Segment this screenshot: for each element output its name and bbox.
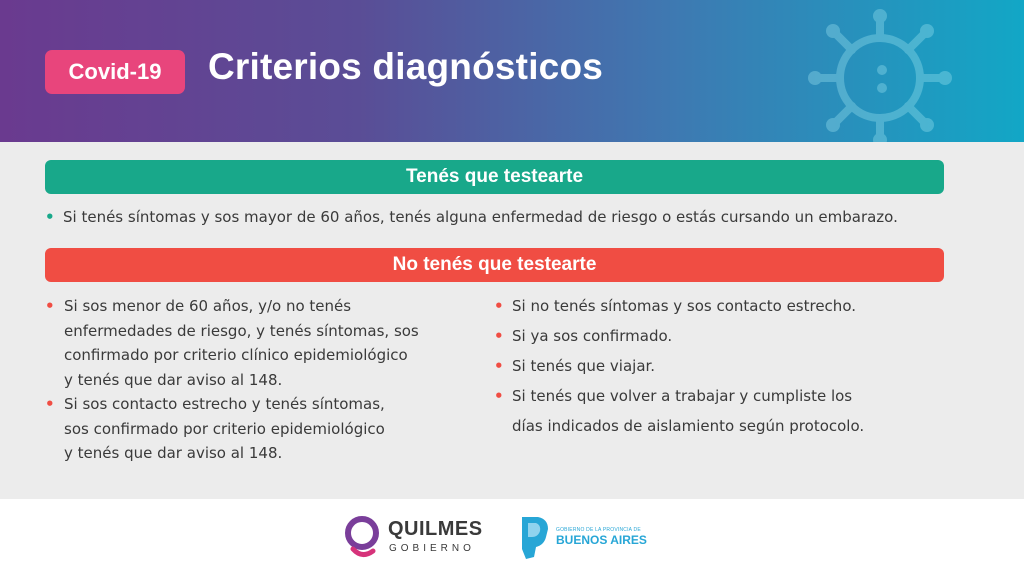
no-test-right-item-4-line-2: días indicados de aislamiento según protocolo. bbox=[512, 417, 865, 435]
footer bbox=[0, 499, 1024, 579]
header-banner bbox=[0, 0, 1024, 142]
buenos-aires-small-text: GOBIERNO DE LA PROVINCIA DE bbox=[556, 527, 641, 533]
quilmes-logo-icon bbox=[343, 515, 381, 559]
page-title: Criterios diagnósticos bbox=[208, 46, 604, 87]
covid-badge: Covid-19 bbox=[45, 50, 185, 94]
no-test-left-item-1-line-2: enfermedades de riesgo, y tenés síntomas, sos bbox=[64, 321, 419, 340]
bullet-icon: • bbox=[494, 327, 504, 345]
test-item: Si tenés síntomas y sos mayor de 60 años, tenés alguna enfermedad de riesgo o estás cursando un embarazo. bbox=[63, 208, 898, 226]
test-section-header: Tenés que testearte bbox=[45, 160, 944, 194]
quilmes-sub: GOBIERNO bbox=[389, 543, 475, 554]
bullet-icon: • bbox=[494, 387, 504, 405]
virus-icon bbox=[800, 8, 960, 142]
buenos-aires-logo-icon bbox=[518, 513, 552, 561]
bullet-icon: • bbox=[494, 357, 504, 375]
no-test-left-item-1-line-4: y tenés que dar aviso al 148. bbox=[64, 370, 283, 389]
no-test-section-header: No tenés que testearte bbox=[45, 248, 944, 282]
bullet-icon: • bbox=[45, 297, 55, 315]
no-test-right-item-3: Si tenés que viajar. bbox=[512, 357, 656, 375]
no-test-right-item-1: Si no tenés síntomas y sos contacto estrecho. bbox=[512, 297, 856, 315]
no-test-right-item-4-line-1: Si tenés que volver a trabajar y cumpliste los bbox=[512, 387, 853, 405]
no-test-right-item-2: Si ya sos confirmado. bbox=[512, 327, 673, 345]
no-test-left-item-1-line-1: Si sos menor de 60 años, y/o no tenés bbox=[64, 297, 352, 315]
bullet-icon: • bbox=[45, 395, 55, 413]
buenos-aires-name: BUENOS AIRES bbox=[556, 533, 647, 547]
no-test-left-item-2-line-3: y tenés que dar aviso al 148. bbox=[64, 444, 283, 462]
no-test-left-item-2-line-2: sos confirmado por criterio epidemiológico bbox=[64, 419, 385, 438]
no-test-left-item-1-line-3: confirmado por criterio clínico epidemiológico bbox=[64, 346, 408, 364]
no-test-left-item-2-line-1: Si sos contacto estrecho y tenés síntomas, bbox=[64, 395, 385, 413]
bullet-icon: • bbox=[494, 297, 504, 315]
quilmes-name: QUILMES bbox=[388, 518, 483, 540]
bullet-icon: • bbox=[45, 208, 55, 226]
